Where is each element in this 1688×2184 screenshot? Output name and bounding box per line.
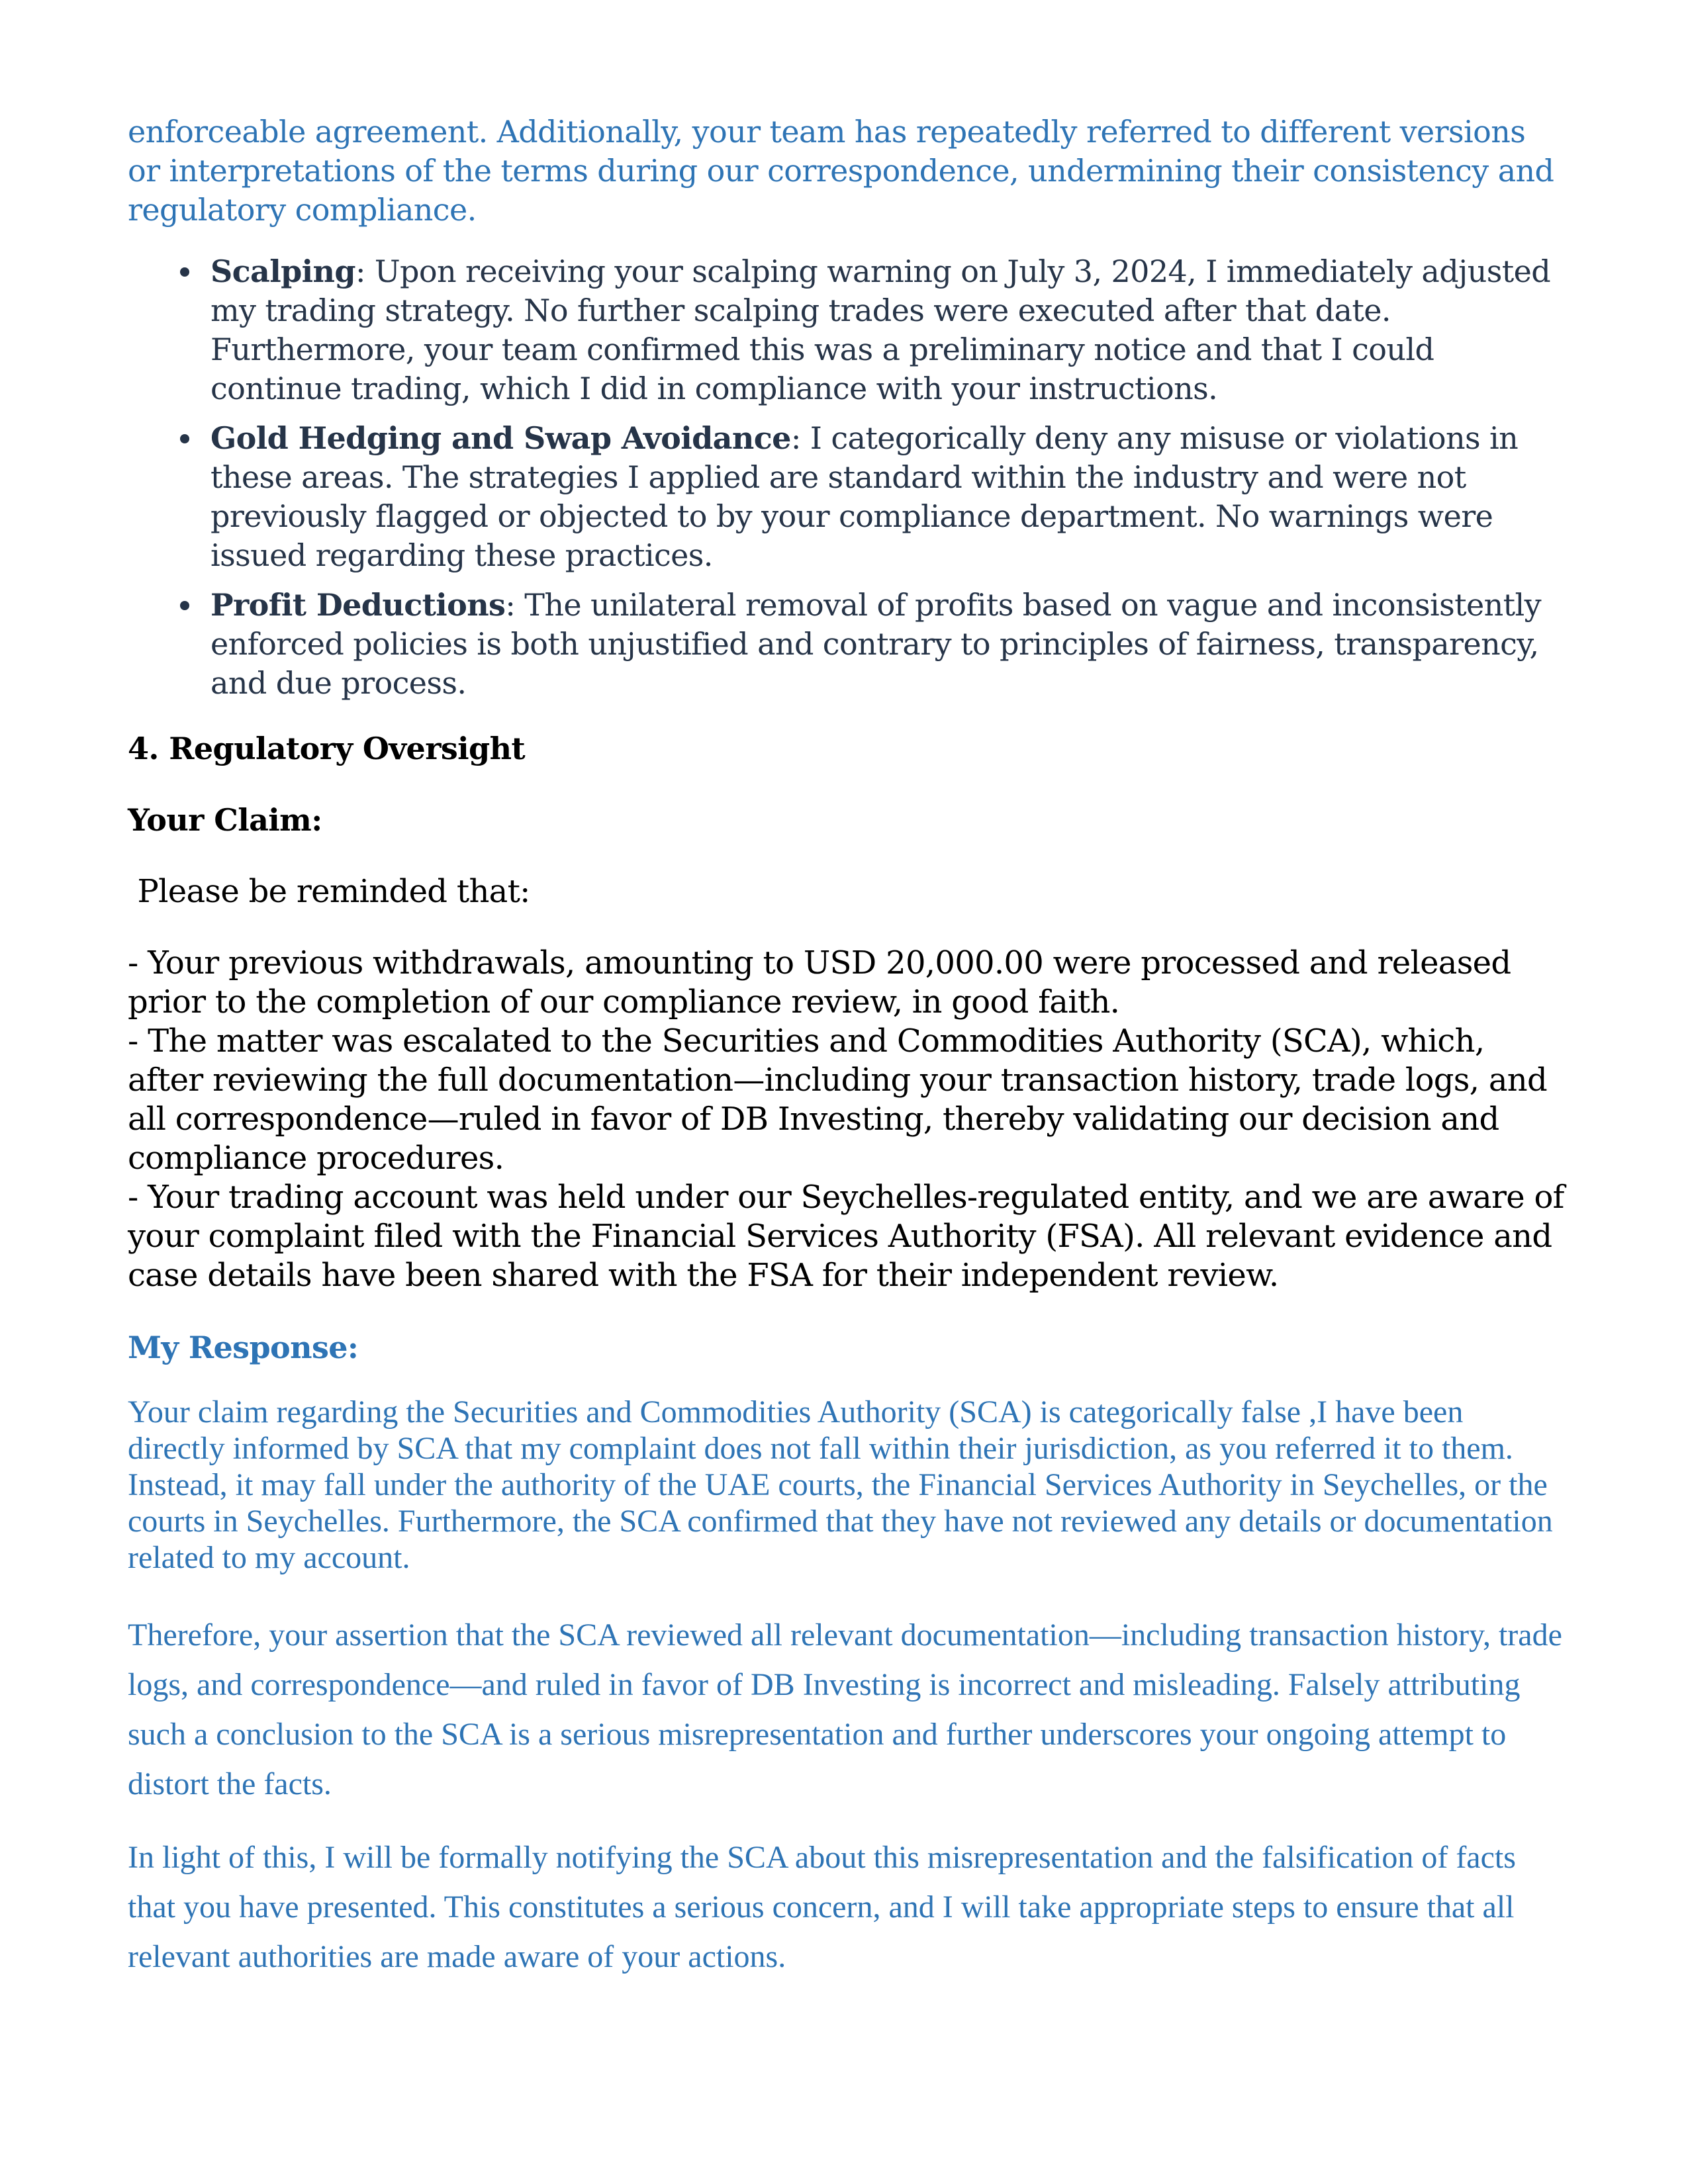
response-heading: My Response: xyxy=(128,1330,359,1365)
intro-paragraph: enforceable agreement. Additionally, your team has repeatedly referred to different versions or interpretations of the terms during our correspondence, undermining their consistency and regulatory compliance. xyxy=(128,114,1554,228)
claim-point: - Your previous withdrawals, amounting to USD 20,000.00 were processed and released prior to the completion of our compliance review, in good faith. xyxy=(128,944,1511,1021)
allegation-bullet-list xyxy=(128,252,1564,703)
bullet-term: Scalping xyxy=(211,253,355,289)
bullet-text: : I categorically deny any misuse or violations in these areas. The strategies I applied are standard within the industry and were not previously flagged or objected to by your compliance department. No warnings were issued regarding these practices. xyxy=(211,420,1519,573)
claim-points xyxy=(128,944,1564,1295)
bullet-item-profit-deductions xyxy=(211,586,1564,703)
bullet-dot-icon xyxy=(180,267,189,277)
bullet-item-gold-hedging xyxy=(211,419,1564,575)
bullet-dot-icon xyxy=(180,601,189,610)
bullet-text: : Upon receiving your scalping warning on July 3, 2024, I immediately adjusted my trading strategy. No further scalping trades were executed after that date. Furthermore, your team confirmed this was a preliminary notice and that I could continue trading, which I did in compliance with your instructions. xyxy=(211,253,1551,406)
response-paragraph: In light of this, I will be formally notifying the SCA about this misrepresentation and the falsification of facts that you have presented. This constitutes a serious concern, and I will take appropriate steps to ensure that all relevant authorities are made aware of your actions. xyxy=(128,1840,1516,1974)
bullet-term: Gold Hedging and Swap Avoidance xyxy=(211,420,791,456)
claim-heading: Your Claim: xyxy=(128,802,322,838)
claim-point: - The matter was escalated to the Securities and Commodities Authority (SCA), which, after reviewing the full documentation—including your transaction history, trade logs, and all correspondence—ruled in favor of DB Investing, thereby validating our decision and compliance procedures. xyxy=(128,1023,1548,1177)
document-page xyxy=(128,113,1564,2005)
claim-intro: Please be reminded that: xyxy=(128,873,530,910)
section-heading: 4. Regulatory Oversight xyxy=(128,731,526,766)
bullet-dot-icon xyxy=(180,434,189,443)
response-paragraph: Your claim regarding the Securities and Commodities Authority (SCA) is categorically false ,I have been directly informed by SCA that my complaint does not fall within their jurisdiction, as you referred it to them. Instead, it may fall under the authority of the UAE courts, the Financial Services Authority in Seychelles, or the courts in Seychelles. Furthermore, the SCA confirmed that they have not reviewed any details or documentation related to my account. xyxy=(128,1394,1553,1575)
response-paragraph: Therefore, your assertion that the SCA reviewed all relevant documentation—including transaction history, trade logs, and correspondence—and ruled in favor of DB Investing is incorrect and misleading. Falsely attributing such a conclusion to the SCA is a serious misrepresentation and further underscores your ongoing attempt to distort the facts. xyxy=(128,1617,1562,1801)
bullet-text: : The unilateral removal of profits based on vague and inconsistently enforced policies is both unjustified and contrary to principles of fairness, transparency, and due process. xyxy=(211,587,1542,701)
claim-point: - Your trading account was held under our Seychelles-regulated entity, and we are aware of your complaint filed with the Financial Services Authority (FSA). All relevant evidence and case details have been shared with the FSA for their independent review. xyxy=(128,1179,1564,1294)
bullet-item-scalping xyxy=(211,252,1564,408)
bullet-term: Profit Deductions xyxy=(211,587,506,623)
